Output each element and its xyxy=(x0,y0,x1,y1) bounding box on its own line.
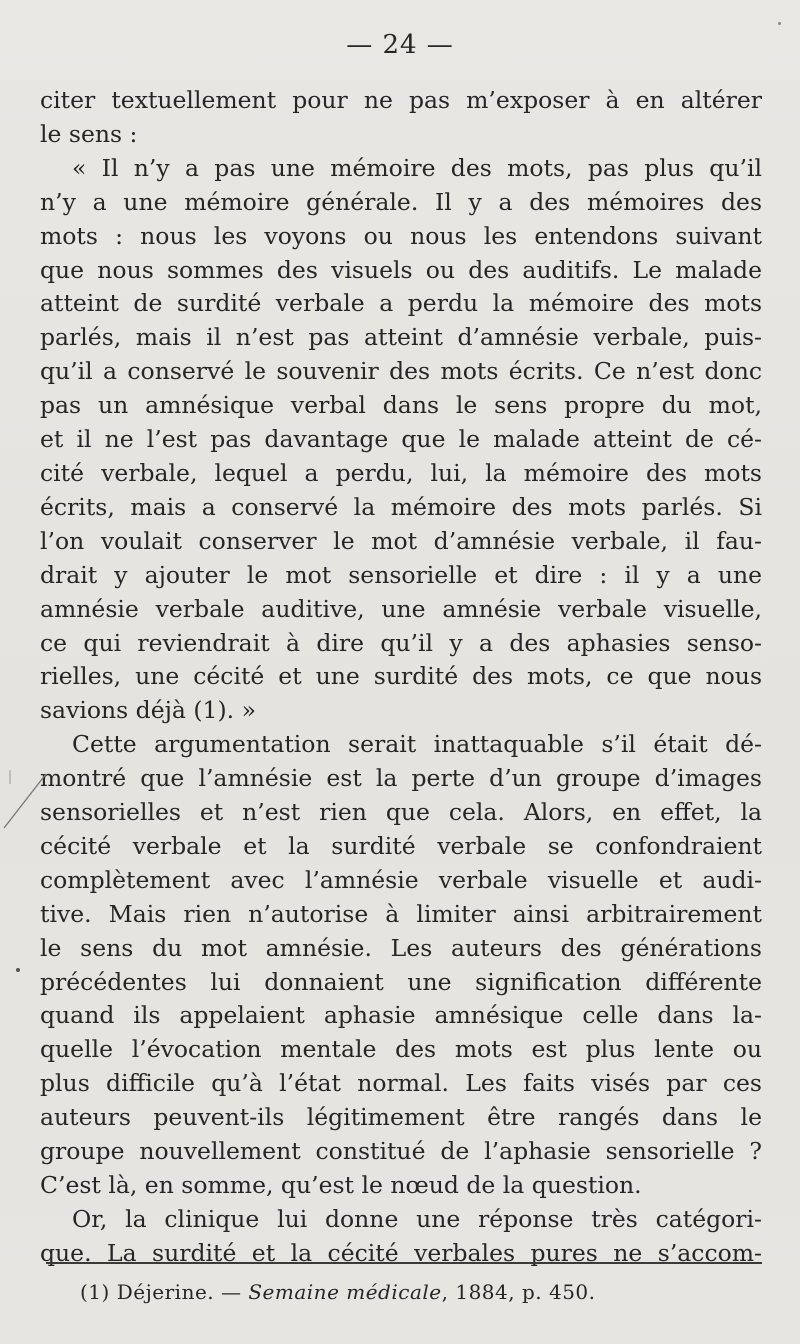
text-line: drait y ajouter le mot sensorielle et dire : il y a une xyxy=(40,560,762,589)
text-line: amnésie verbale auditive, une amnésie verbale visuelle, xyxy=(40,594,762,623)
footnote-rule xyxy=(46,1262,762,1264)
text-line: et il ne l’est pas davantage que le malade atteint de cé- xyxy=(40,425,762,454)
footnote-author: Déjerine. — xyxy=(116,1280,242,1304)
footnote-citation: , 1884, p. 450. xyxy=(441,1280,596,1304)
text-line: quelle l’évocation mentale des mots est plus lente ou xyxy=(40,1035,762,1064)
text-line: qu’il a conservé le souvenir des mots écrits. Ce n’est donc xyxy=(40,357,762,386)
text-line: mots : nous les voyons ou nous les entendons suivant xyxy=(40,221,762,250)
text-line: que. La surdité et la cécité verbales pures ne s’accom- xyxy=(40,1238,762,1267)
paper-speck xyxy=(778,22,781,25)
text-line: « Il n’y a pas une mémoire des mots, pas plus qu’il xyxy=(72,153,762,182)
text-line: rielles, une cécité et une surdité des mots, ce que nous xyxy=(40,662,762,691)
text-line: cité verbale, lequel a perdu, lui, la mémoire des mots xyxy=(40,458,762,487)
text-line: savions déjà (1). » xyxy=(40,696,256,725)
footnote-journal: Semaine médicale xyxy=(248,1280,442,1304)
text-line: l’on voulait conserver le mot d’amnésie verbale, il fau- xyxy=(40,526,762,555)
text-line: atteint de surdité verbale a perdu la mémoire des mots xyxy=(40,289,762,318)
text-line: montré que l’amnésie est la perte d’un groupe d’images xyxy=(40,764,762,793)
text-line: sensorielles et n’est rien que cela. Alors, en effet, la xyxy=(40,798,762,827)
text-line: groupe nouvellement constitué de l’aphasie sensorielle ? xyxy=(40,1137,762,1166)
text-line: plus difficile qu’à l’état normal. Les faits visés par ces xyxy=(40,1069,762,1098)
text-line: Cette argumentation serait inattaquable s’il était dé- xyxy=(72,730,762,759)
text-line: parlés, mais il n’est pas atteint d’amnésie verbale, puis- xyxy=(40,323,762,352)
footnote-marker: (1) xyxy=(80,1280,110,1304)
text-line: cécité verbale et la surdité verbale se confondraient xyxy=(40,831,762,860)
text-line: quand ils appelaient aphasie amnésique celle dans la- xyxy=(40,1001,762,1030)
text-line: complètement avec l’amnésie verbale visuelle et audi- xyxy=(40,865,762,894)
text-line: le sens : xyxy=(40,119,138,148)
text-line: écrits, mais a conservé la mémoire des mots parlés. Si xyxy=(40,492,762,521)
text-line: ce qui reviendrait à dire qu’il y a des aphasies senso- xyxy=(40,628,762,657)
page-number: — 24 — xyxy=(346,30,454,60)
text-line: n’y a une mémoire générale. Il y a des mémoires des xyxy=(40,187,762,216)
text-line: Or, la clinique lui donne une réponse très catégori- xyxy=(72,1204,762,1233)
footnote xyxy=(80,1280,596,1304)
pencil-margin-mark xyxy=(2,770,50,830)
text-line: précédentes lui donnaient une signification différente xyxy=(40,967,762,996)
paper-speck xyxy=(16,968,20,972)
text-line: que nous sommes des visuels ou des auditifs. Le malade xyxy=(40,255,762,284)
text-line: pas un amnésique verbal dans le sens propre du mot, xyxy=(40,391,762,420)
text-line: le sens du mot amnésie. Les auteurs des générations xyxy=(40,933,762,962)
text-line: citer textuellement pour ne pas m’exposer à en altérer xyxy=(40,86,762,114)
text-line: C’est là, en somme, qu’est le nœud de la question. xyxy=(40,1171,642,1199)
text-line: auteurs peuvent-ils légitimement être rangés dans le xyxy=(40,1103,762,1132)
body-text xyxy=(40,84,762,1271)
text-line: tive. Mais rien n’autorise à limiter ainsi arbitrairement xyxy=(40,899,762,928)
